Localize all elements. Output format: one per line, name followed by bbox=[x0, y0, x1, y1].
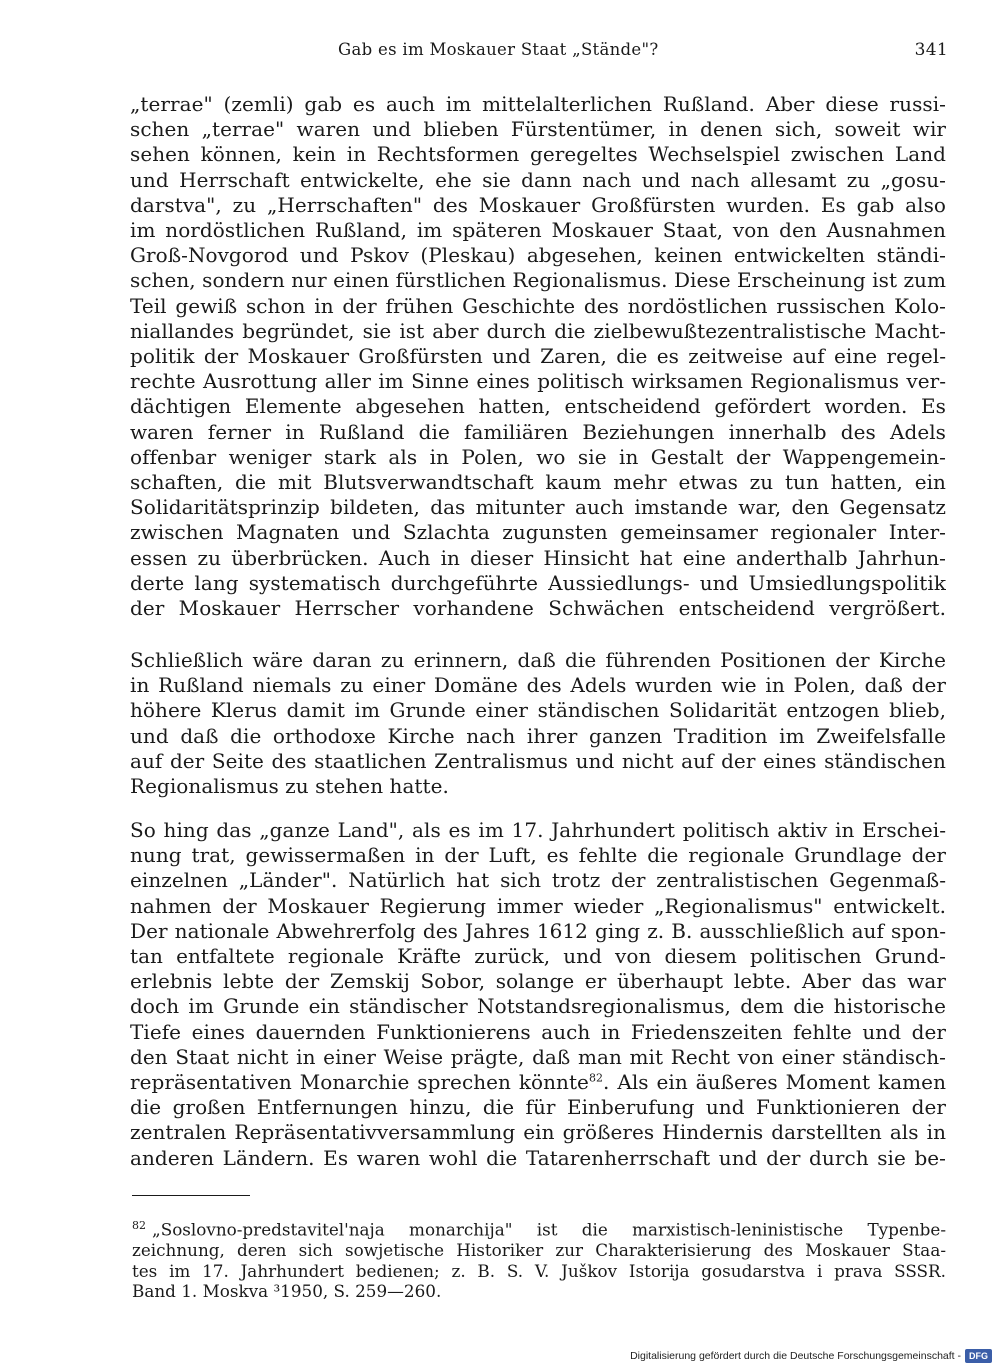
credit-text: Digitalisierung gefördert durch die Deutsche Forschungsgemeinschaft - bbox=[630, 1350, 961, 1362]
text-line: Schließlich wäre daran zu erinnern, daß die führenden Positionen der Kirche bbox=[130, 648, 946, 672]
text-line: darstva", zu „Herrschaften" des Moskauer Großfürsten wurden. Es gab also bbox=[130, 192, 946, 217]
paragraph-3 bbox=[130, 818, 946, 1171]
text-line-with-footnote-ref bbox=[130, 1070, 946, 1095]
text-line: im nordöstlichen Rußland, im späteren Moskauer Staat, von den Ausnahmen bbox=[130, 218, 946, 243]
text-line: schaften, die mit Blutsverwandtschaft kaum mehr etwas zu tun hatten, ein bbox=[130, 470, 946, 495]
paragraph-1 bbox=[130, 92, 946, 621]
text-line: der Moskauer Herrscher vorhandene Schwächen entscheidend vergrößert. bbox=[130, 596, 946, 621]
text-line: rechte Ausrottung aller im Sinne eines politisch wirksamen Regionalismus ver- bbox=[130, 369, 946, 394]
footnote-divider bbox=[132, 1195, 250, 1196]
text-line: dächtigen Elemente abgesehen hatten, entscheidend gefördert worden. Es bbox=[130, 394, 946, 419]
text-line: doch im Grunde ein ständischer Notstandsregionalismus, dem die historische bbox=[130, 994, 946, 1019]
text-line: in Rußland niemals zu einer Domäne des Adels wurden wie in Polen, daß der bbox=[130, 673, 946, 698]
text-line: und daß die orthodoxe Kirche nach ihrer ganzen Tradition im Zweifelsfalle bbox=[130, 723, 946, 748]
text-line: Solidaritätsprinzip bildeten, das mitunter auch imstande war, den Gegensatz bbox=[130, 495, 946, 520]
text-line: erlebnis lebte der Zemskij Sobor, solange er überhaupt lebte. Aber das war bbox=[130, 969, 946, 994]
text-line-head: repräsentativen Monarchie sprechen könnte bbox=[130, 1070, 589, 1095]
text-line: offenbar weniger stark als in Polen, wo sie in Gestalt der Wappengemein- bbox=[130, 444, 946, 469]
footnote-line: zeichnung, deren sich sowjetische Historiker zur Charakterisierung des Moskauer Staa- bbox=[132, 1240, 946, 1261]
text-line: einzelnen „Länder". Natürlich hat sich trotz der zentralistischen Gegenmaß- bbox=[130, 868, 946, 893]
footnote-number: 82 bbox=[132, 1219, 146, 1232]
text-line-tail: . Als ein äußeres Moment kamen bbox=[603, 1070, 946, 1095]
footnote-line: Band 1. Moskva ³1950, S. 259—260. bbox=[132, 1281, 442, 1302]
text-line: So hing das „ganze Land", als es im 17. Jahrhundert politisch aktiv in Erschei- bbox=[130, 818, 946, 842]
digitization-credit bbox=[630, 1345, 992, 1367]
text-line: den Staat nicht in einer Weise prägte, daß man mit Recht von einer ständisch- bbox=[130, 1044, 946, 1069]
text-line: waren ferner in Rußland die familiären Beziehungen innerhalb des Adels bbox=[130, 419, 946, 444]
paragraph-2 bbox=[130, 648, 946, 799]
page-number: 341 bbox=[914, 40, 948, 60]
text-line: Tiefe eines dauernden Funktionierens auch in Friedenszeiten fehlte und der bbox=[130, 1019, 946, 1044]
text-line: Regionalismus zu stehen hatte. bbox=[130, 774, 449, 799]
text-line: „terrae" (zemli) gab es auch im mittelalterlichen Rußland. Aber diese russi- bbox=[130, 92, 946, 116]
text-line: auf der Seite des staatlichen Zentralismus und nicht auf der eines ständischen bbox=[130, 748, 946, 773]
text-line: nahmen der Moskauer Regierung immer wieder „Regionalismus" entwickelt. bbox=[130, 893, 946, 918]
text-line: niallandes begründet, sie ist aber durch die zielbewußtezentralistische Macht- bbox=[130, 318, 946, 343]
text-line: höhere Klerus damit im Grunde einer ständischen Solidarität entzogen blieb, bbox=[130, 698, 946, 723]
text-line: und Herrschaft entwickelte, ehe sie dann nach und nach allesamt zu „gosu- bbox=[130, 167, 946, 192]
text-line: zentralen Repräsentativversammlung ein größeres Hindernis darstellten als in bbox=[130, 1120, 946, 1145]
running-title: Gab es im Moskauer Staat „Stände"? bbox=[338, 40, 659, 59]
text-line: sehen können, kein in Rechtsformen geregeltes Wechselspiel zwischen Land bbox=[130, 142, 946, 167]
text-line: schen, sondern nur einen fürstlichen Regionalismus. Diese Erscheinung ist zum bbox=[130, 268, 946, 293]
footnote bbox=[132, 1216, 946, 1302]
text-line: Teil gewiß schon in der frühen Geschichte des nordöstlichen russischen Kolo- bbox=[130, 293, 946, 318]
text-line: anderen Ländern. Es waren wohl die Tatarenherrschaft und der durch sie be- bbox=[130, 1145, 946, 1170]
text-line: politik der Moskauer Großfürsten und Zaren, die es zeitweise auf eine regel- bbox=[130, 344, 946, 369]
dfg-logo-icon: DFG bbox=[965, 1349, 992, 1363]
footnote-text: „Soslovno-predstavitel'naja monarchija" ist die marxistisch-leninistische Typenbe- bbox=[152, 1219, 946, 1240]
text-line: derte lang systematisch durchgeführte Aussiedlungs- und Umsiedlungspolitik bbox=[130, 570, 946, 595]
footnote-line bbox=[132, 1216, 946, 1240]
footnote-line: tes im 17. Jahrhundert bedienen; z. B. S. V. Juškov Istorija gosudarstva i prava SSSR. bbox=[132, 1260, 946, 1281]
footnote-ref[interactable]: 82 bbox=[588, 1071, 604, 1085]
text-line: schen „terrae" waren und blieben Fürstentümer, in denen sich, soweit wir bbox=[130, 117, 946, 142]
running-header bbox=[338, 40, 948, 60]
text-line: nung trat, gewissermaßen in der Luft, es fehlte die regionale Grundlage der bbox=[130, 843, 946, 868]
text-line: zwischen Magnaten und Szlachta zugunsten gemeinsamer regionaler Inter- bbox=[130, 520, 946, 545]
text-line: die großen Entfernungen hinzu, die für Einberufung und Funktionieren der bbox=[130, 1095, 946, 1120]
text-line: tan entfaltete regionale Kräfte zurück, und von diesem politischen Grund- bbox=[130, 944, 946, 969]
text-line: Der nationale Abwehrerfolg des Jahres 1612 ging z. B. ausschließlich auf spon- bbox=[130, 918, 946, 943]
text-line: Groß-Novgorod und Pskov (Pleskau) abgesehen, keinen entwickelten ständi- bbox=[130, 243, 946, 268]
text-line: essen zu überbrücken. Auch in dieser Hinsicht hat eine anderthalb Jahrhun- bbox=[130, 545, 946, 570]
